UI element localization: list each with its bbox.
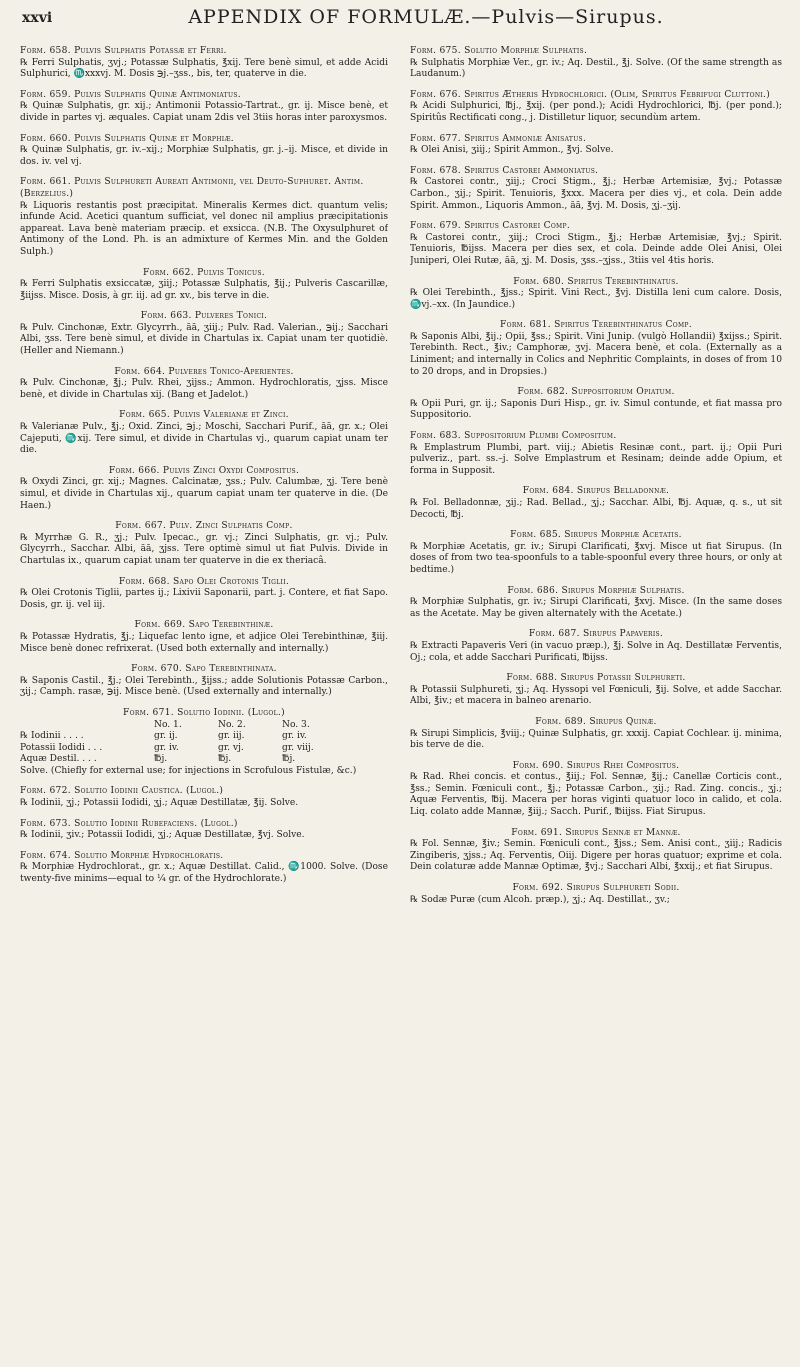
formula-heading: Form. 662. Pulvis Tonicus.: [142, 267, 265, 278]
right-column: [410, 46, 782, 1359]
formula-heading: Form. 659. Pulvis Sulphatis Quinæ Antimoniatus.: [20, 89, 241, 100]
formula-note: Solve. (Chiefly for external use; for injections in Scrofulous Fistulæ, &c.): [20, 765, 357, 776]
formula-text: ℞ Opii Puri, gr. ij.; Saponis Duri Hisp., gr. iv. Simul contunde, et fiat massa pro Suppositorio.: [410, 398, 782, 421]
formula-heading: Form. 675. Solutio Morphiæ Sulphatis.: [410, 46, 588, 56]
formula-entry: [20, 577, 388, 612]
table-row: [20, 754, 346, 766]
formula-text: ℞ Acidi Sulphurici, ℔j., ℥xij. (per pond.); Acidi Hydrochlorici, ℔j. (per pond.); Spiritûs Rectificati cong., j. Distilletur liquor, secundùm artem.: [410, 101, 782, 123]
formula-entry: [410, 46, 782, 81]
formula-heading: Form. 667. Pulv. Zinci Sulphatis Comp.: [115, 521, 293, 532]
formula-heading: Form. 678. Spiritus Castorei Ammoniatus.: [410, 165, 599, 176]
cell: gr. viij.: [282, 742, 314, 753]
formula-heading: Form. 674. Solutio Morphiæ Hydrochloratis.: [20, 850, 224, 861]
formula-text: ℞ Sodæ Puræ (cum Alcoh. præp.), ʒj.; Aq. Destillat., ʒv.;: [410, 894, 670, 905]
formula-text: ℞ Morphiæ Hydrochlorat., gr. x.; Aquæ Destillat. Calid., ♏1000. Solve. (Dose twenty-five minims—equal to ¼ gr. of the Hydrochlorate.): [20, 862, 388, 885]
cell: gr. ij.: [154, 731, 178, 742]
formula-heading: Form. 672. Solutio Iodinii Caustica. (Lugol.): [20, 786, 224, 797]
formula-heading: Form. 683. Suppositorium Plumbi Compositum.: [410, 431, 617, 442]
formula-text: ℞ Olei Terebinth., ℥jss.; Spirit. Vini Rect., ℥vj. Distilla leni cum calore. Dosis, ♏vj.–xx. (In Jaundice.): [410, 288, 782, 310]
formula-text: ℞ Sulphatis Morphiæ Ver., gr. iv.; Aq. Destil., ℥j. Solve. (Of the same strength as Laudanum.): [410, 57, 782, 80]
formula-text: ℞ Valerianæ Pulv., ℥j.; Oxid. Zinci, ℈j.; Moschi, Sacchari Purif., āā, gr. x.; Olei Cajeputi, ♏xij. Tere simul, et divide in Chartulas vj., quarum capiat unam ter die.: [20, 422, 388, 456]
formula-heading: Form. 666. Pulvis Zinci Oxydi Compositus.: [108, 465, 300, 476]
formula-text: ℞ Quinæ Sulphatis, gr. iv.–xij.; Morphiæ Sulphatis, gr. j.–ij. Misce, et divide in dos. iv. vel vj.: [20, 145, 388, 167]
formula-entry: [20, 819, 388, 842]
formula-heading: Form. 688. Sirupus Potassii Sulphureti.: [506, 673, 686, 684]
formula-text: ℞ Myrrhæ G. R., ʒj.; Pulv. Ipecac., gr. vj.; Zinci Sulphatis, gr. vj.; Pulv. Glycyrrh., Sacchar. Albi, āā, ʒjss. Tere optimè simul ut fiat Pulvis. Divide in Chartulas ix., quarum capiat unam ter quaterve in die ex theriacâ.: [20, 532, 388, 566]
formula-entry: [20, 786, 388, 809]
formula-entry: [20, 620, 388, 655]
formula-entry: [410, 629, 782, 664]
formula-entry: [20, 90, 388, 125]
formula-heading: Form. 692. Sirupus Sulphureti Sodii.: [512, 883, 680, 894]
formula-heading: Form. 687. Sirupus Papaveris.: [528, 629, 664, 640]
left-column: [20, 46, 388, 1359]
formula-entry: [20, 46, 388, 81]
formula-text: ℞ Castorei contr., ʒiij.; Croci Stigm., ℥j.; Herbæ Artemisiæ, ℥vj.; Spirit. Tenuioris, ℔ijss. Macera per dies sex, et cola. Deinde adde Olei Anisi, Olei Juniperi, Olei Rutæ, āā, ʒj. M. Dosis, ʒss.–ʒjss., 3tiis vel 4tis horis.: [410, 232, 782, 266]
formula-entry: [410, 530, 782, 576]
formula-entry: [20, 311, 388, 357]
formula-entry: [20, 367, 388, 402]
formula-heading: Form. 664. Pulveres Tonico-Aperientes.: [114, 366, 294, 377]
page-number: xxvi: [22, 10, 53, 26]
column-header: No. 2.: [218, 719, 246, 730]
formula-heading: Form. 677. Spiritus Ammoniæ Anisatus.: [410, 133, 587, 144]
formula-entry: [410, 320, 782, 378]
cell: gr. iv.: [282, 731, 307, 742]
formula-heading: Form. 684. Sirupus Belladonnæ.: [522, 486, 670, 497]
iodine-table-header: [20, 720, 346, 732]
formula-entry: [410, 166, 782, 212]
formula-text: ℞ Emplastrum Plumbi, part. viij.; Abietis Resinæ cont., part. ij.; Opii Puri pulveriz., part. ss.–j. Solve Emplastrum et Resinam; deinde adde Opium, et forma in Supposit.: [410, 442, 782, 476]
cell: ℔j.: [154, 754, 168, 765]
formula-entry: [410, 717, 782, 752]
formula-text: ℞ Olei Anisi, ʒiij.; Spirit Ammon., ℥vj. Solve.: [410, 145, 614, 156]
formula-heading: Form. 670. Sapo Terebinthinata.: [131, 664, 277, 675]
formula-heading: Form. 682. Suppositorium Opiatum.: [517, 387, 675, 398]
formula-text: ℞ Pulv. Cinchonæ, ℥j.; Pulv. Rhei, ʒijss.; Ammon. Hydrochloratis, ʒjss. Misce benè, et divide in Chartulas xij. (Bang et Jadelot.): [20, 378, 388, 400]
iodine-table: [20, 720, 346, 766]
formula-entry: [410, 673, 782, 708]
formula-entry: [410, 387, 782, 422]
table-row: [20, 731, 346, 743]
formula-entry: [410, 883, 782, 906]
formula-heading: Form. 676. Spiritus Ætheris Hydrochlorici. (Olim, Spiritus Febrifugi Cluttoni.): [410, 89, 771, 100]
cell: ℔j.: [282, 754, 296, 765]
formula-heading: Form. 663. Pulveres Tonici.: [140, 311, 268, 322]
formula-entry: [410, 277, 782, 312]
formula-entry: [410, 431, 782, 477]
cell: ℔j.: [218, 754, 232, 765]
page-header: [22, 6, 760, 32]
formula-heading: Form. 679. Spiritus Castorei Comp.: [410, 221, 571, 232]
formula-entry: [20, 466, 388, 512]
cell: gr. iv.: [154, 742, 179, 753]
row-label: Aquæ Destil. . . .: [20, 754, 97, 765]
running-title: APPENDIX OF FORMULÆ.—Pulvis—Sirupus.: [188, 6, 664, 28]
formula-entry: [410, 586, 782, 621]
formula-text: ℞ Quinæ Sulphatis, gr. xij.; Antimonii Potassio-Tartrat., gr. ij. Misce benè, et divide in partes vj. æquales. Capiat unam 2dis vel 3tiis horas inter paroxysmos.: [20, 101, 388, 123]
formula-text: ℞ Olei Crotonis Tiglii, partes ij.; Lixivii Saponarii, part. j. Contere, et fiat Sapo. Dosis, gr. ij. vel iij.: [20, 588, 388, 610]
formula-entry: [20, 410, 388, 456]
cell: gr. vj.: [218, 742, 244, 753]
formula-entry: [410, 221, 782, 267]
column-header: No. 3.: [282, 719, 310, 730]
row-label: Potassii Iodidi . . .: [20, 742, 103, 753]
formula-heading: Form. 671. Solutio Iodinii. (Lugol.): [123, 707, 285, 718]
formula-text: ℞ Iodinii, ʒj.; Potassii Iodidi, ʒj.; Aquæ Destillatæ, ℥ij. Solve.: [20, 798, 299, 809]
formula-entry: [20, 177, 388, 258]
formula-entry: [410, 761, 782, 819]
table-row: [20, 743, 346, 755]
formula-heading: Form. 669. Sapo Terebinthinæ.: [134, 620, 274, 631]
formula-heading: Form. 680. Spiritus Terebinthinatus.: [513, 276, 679, 287]
formula-text: ℞ Liquoris restantis post præcipitat. Mineralis Kermes dict. quantum velis; infunde Acid. Acetici quantum sufficiat, vel donec nil amplius præcipitationis appareat. Lava benè materiam præcip. et exsicca. (N.B. The Oxysulphuret of Antimony of the Lond. Ph. is an admixture of Kermes Min. and the Golden Sulph.): [20, 200, 388, 257]
formula-heading: Form. 660. Pulvis Sulphatis Quinæ et Morphiæ.: [20, 133, 234, 144]
formula-entry: [410, 486, 782, 521]
formula-text: ℞ Iodinii, ʒiv.; Potassii Iodidi, ʒj.; Aquæ Destillatæ, ℥vj. Solve.: [20, 830, 305, 841]
formula-heading: Form. 665. Pulvis Valerianæ et Zinci.: [119, 410, 289, 421]
formula-entry: [410, 134, 782, 157]
formula-text: ℞ Potassii Sulphureti, ʒj.; Aq. Hyssopi vel Fœniculi, ℥ij. Solve, et adde Sacchar. Albi, ℥iv.; et macera in balneo arenario.: [410, 684, 782, 707]
formula-entry: [20, 521, 388, 567]
formula-text: ℞ Potassæ Hydratis, ℥j.; Liquefac lento igne, et adjice Olei Terebinthinæ, ℥iij. Misce benè donec refrixerat. (Used both externally and internally.): [20, 631, 388, 654]
formula-text: ℞ Castorei contr., ʒiij.; Croci Stigm., ℥j.; Herbæ Artemisiæ, ℥vj.; Potassæ Carbon., ʒij.; Spirit. Tenuioris, ℥xxx. Macera per dies vj., et cola. Dein adde Spirit. Ammon., Liquoris Ammon., āā, ℥vj. M. Dosis, ʒj.–ʒij.: [410, 177, 782, 211]
formula-heading: Form. 686. Sirupus Morphiæ Sulphatis.: [507, 585, 685, 596]
formula-text: ℞ Rad. Rhei concis. et contus., ℥iij.; Fol. Sennæ, ℥ij.; Canellæ Corticis cont., ℥ss.; Semin. Fœniculi cont., ℥j.; Potassæ Carbon., ʒij.; Rad. Zing. concis., ʒj.; Aquæ Ferventis, ℔ij. Macera per horas viginti quatuor loco in calido, et cola. Liq. colato adde Mannæ, ℥iij.; Sacch. Purif., ℔iijss. Fiat Sirupus.: [410, 772, 782, 818]
formula-heading: Form. 691. Sirupus Sennæ et Mannæ.: [511, 827, 681, 838]
formula-entry: [410, 828, 782, 874]
formula-heading: Form. 661. Pulvis Sulphureti Aureati Antimonii, vel Deuto-Suphuret. Antim. (Berzelius.): [20, 177, 364, 199]
formula-entry: [20, 268, 388, 303]
column-header: No. 1.: [154, 719, 182, 730]
formula-671: [20, 708, 388, 778]
formula-entry: [410, 90, 782, 125]
formula-heading: Form. 690. Sirupus Rhei Compositus.: [512, 760, 680, 771]
formula-text: ℞ Morphiæ Sulphatis, gr. iv.; Sirupi Clarificati, ℥xvj. Misce. (In the same doses as the Acetate. May be given alternately with the Acetate.): [410, 597, 782, 619]
formula-text: ℞ Ferri Sulphatis, ʒvj.; Potassæ Sulphatis, ℥xij. Tere benè simul, et adde Acidi Sulphurici, ♏xxxvj. M. Dosis ℈j.–ʒss., bis, ter, quaterve in die.: [20, 57, 388, 80]
formula-text: ℞ Pulv. Cinchonæ, Extr. Glycyrrh., āā, ʒiij.; Pulv. Rad. Valerian., ℈ij.; Sacchari Albi, ʒss. Tere benè simul, et divide in Chartulas ix. Capiat unam ter quotidiè. (Heller and Niemann.): [20, 322, 388, 357]
formula-text: ℞ Fol. Sennæ, ℥iv.; Semin. Fœniculi cont., ℥jss.; Sem. Anisi cont., ʒiij.; Radicis Zingiberis, ʒjss.; Aq. Ferventis, Oiij. Digere per horas quatuor; exprime et cola. Dein colaturæ adde Mannæ Optimæ, ℥vj.; Sacchari Albi, ℥xxij.; et fiat Sirupus.: [410, 839, 782, 873]
formula-text: ℞ Saponis Albi, ℥ij.; Opii, ℥ss.; Spirit. Vini Junip. (vulgò Hollandii) ℥xijss.; Spirit. Terebinth. Rect., ℥iv.; Camphoræ, ʒvj. Macera benè, et cola. (Externally as a Liniment; and internally in Colics and Nephritic Complaints, in doses of from 10 to 20 drops, and in Dropsies.): [410, 331, 782, 377]
formula-text: ℞ Ferri Sulphatis exsiccatæ, ʒiij.; Potassæ Sulphatis, ℥ij.; Pulveris Cascarillæ, ℥iijss. Misce. Dosis, à gr. iij. ad gr. xv., bis terve in die.: [20, 279, 388, 301]
formula-heading: Form. 673. Solutio Iodinii Rubefaciens. (Lugol.): [20, 818, 238, 829]
formula-heading: Form. 681. Spiritus Terebinthinatus Comp.: [500, 320, 692, 331]
formula-text: ℞ Oxydi Zinci, gr. xij.; Magnes. Calcinatæ, ʒss.; Pulv. Calumbæ, ʒj. Tere benè simul, et divide in Chartulas xij., quarum capiat unam ter quaterve in die. (De Haen.): [20, 477, 388, 511]
right-forms: [410, 46, 782, 906]
formula-text: ℞ Saponis Castil., ℥j.; Olei Terebinth., ℥ijss.; adde Solutionis Potassæ Carbon., ʒij.; Camph. rasæ, ℈ij. Misce benè. (Used externally and internally.): [20, 675, 388, 698]
cell: gr. iij.: [218, 731, 245, 742]
formula-entry: [20, 851, 388, 886]
formula-entry: [20, 134, 388, 169]
formula-text: ℞ Morphiæ Acetatis, gr. iv.; Sirupi Clarificati, ℥xvj. Misce ut fiat Sirupus. (In doses of from two tea-spoonfuls to a table-spoonful every three hours, or only at bedtime.): [410, 541, 782, 575]
formula-heading: Form. 668. Sapo Olei Crotonis Tiglii.: [118, 576, 290, 587]
formula-text: ℞ Extracti Papaveris Veri (in vacuo præp.), ℥j. Solve in Aq. Destillatæ Ferventis, Oj.; cola, et adde Sacchari Purificati, ℔ijss.: [410, 640, 782, 663]
formula-entry: [20, 664, 388, 699]
row-label: ℞ Iodinii . . . .: [20, 731, 84, 742]
left-forms: [20, 46, 388, 699]
left-tail-forms: [20, 786, 388, 885]
formula-text: ℞ Fol. Belladonnæ, ʒij.; Rad. Bellad., ʒj.; Sacchar. Albi, ℔j. Aquæ, q. s., ut sit Decocti, ℔j.: [410, 498, 782, 520]
formula-text: ℞ Sirupi Simplicis, ℥viij.; Quinæ Sulphatis, gr. xxxij. Capiat Cochlear. ij. minima, bis terve de die.: [410, 728, 782, 751]
formula-heading: Form. 689. Sirupus Quinæ.: [535, 716, 657, 727]
formula-heading: Form. 685. Sirupus Morphiæ Acetatis.: [510, 530, 682, 541]
formula-heading: Form. 658. Pulvis Sulphatis Potassæ et Ferri.: [20, 46, 227, 56]
